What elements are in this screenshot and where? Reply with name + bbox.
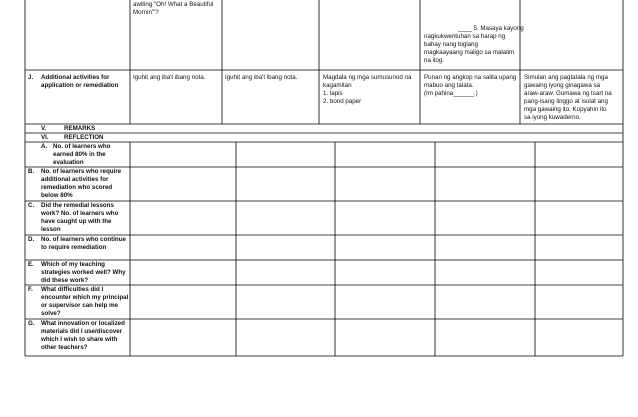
item-c-line3: have caught up with the bbox=[41, 218, 112, 225]
song-question-line2: Mornin'"? bbox=[133, 9, 159, 16]
item-c-line1: Did the remedial lessons bbox=[41, 202, 114, 209]
item-e-line1: Which of my teaching bbox=[41, 261, 105, 268]
day5-activity-line1: Simulan ang pagtatala ng mga bbox=[524, 74, 608, 81]
reflection-heading: REFLECTION bbox=[64, 134, 104, 141]
row-j-letter: J. bbox=[28, 74, 34, 81]
item-a-letter: A. bbox=[41, 143, 48, 150]
day4-activity-line1: Punan ng angkop na salita upang bbox=[424, 74, 517, 81]
item-f-line3: or supervisor can help me bbox=[41, 302, 119, 309]
item-e-line2: strategies worked well? Why bbox=[41, 269, 126, 276]
item-g-line1: What innovation or localized bbox=[41, 320, 125, 327]
item-f-line4: solve? bbox=[41, 310, 61, 317]
item-e-letter: E. bbox=[28, 261, 34, 268]
item-a-line3: evaluation bbox=[53, 159, 84, 166]
item5-line2: nagkukwentuhan sa harap ng bbox=[424, 33, 506, 40]
item-g-line3: which I wish to share with bbox=[41, 336, 118, 343]
day4-activity-line3: (Im pahina______.) bbox=[424, 90, 478, 97]
remarks-number: V. bbox=[41, 125, 47, 132]
day2-activity: Iguhit ang iba't ibang nota. bbox=[225, 74, 298, 81]
day5-activity-line6: sa iyong kuwaderno. bbox=[524, 114, 581, 121]
item5-line4: magkaayaang maligo sa malalim bbox=[424, 49, 515, 56]
reflection-number: VI. bbox=[41, 134, 49, 141]
item-b-line1: No. of learners who require bbox=[41, 168, 122, 175]
item-a-line2: earned 80% in the bbox=[53, 151, 106, 158]
item-f-line2: encounter which my principal bbox=[41, 294, 129, 301]
row-j-label-line2: application or remediation bbox=[41, 82, 119, 89]
item-b-line3: remediation who scored bbox=[41, 184, 113, 191]
day5-activity-line4: pang-isang linggo at isulat ang bbox=[524, 98, 608, 105]
item-c-line4: lesson bbox=[41, 226, 61, 233]
item-g-line2: materials did I use/discover bbox=[41, 328, 123, 335]
item-c-letter: C. bbox=[28, 202, 35, 209]
item-f-line1: What difficulties did I bbox=[41, 286, 104, 293]
item-d-line1: No. of learners who continue bbox=[41, 236, 126, 243]
day3-activity-line4: 2. bond paper bbox=[323, 98, 362, 105]
day4-activity-line2: mabuo ang talata. bbox=[424, 82, 474, 89]
item5-line5: na ilog. bbox=[424, 57, 444, 64]
day3-activity-line3: 1. lapis bbox=[323, 90, 343, 97]
item-b-line2: additional activities for bbox=[41, 176, 109, 183]
item-a-line1: No. of learners who bbox=[53, 143, 111, 150]
item5-line3: bahay nang biglang bbox=[424, 41, 479, 48]
item-b-letter: B. bbox=[28, 168, 35, 175]
remarks-heading: REMARKS bbox=[64, 125, 96, 132]
day1-activity: Iguhit ang iba't ibang nota. bbox=[133, 74, 206, 81]
item-d-letter: D. bbox=[28, 236, 35, 243]
row-j-label-line1: Additional activities for bbox=[41, 74, 110, 81]
item-f-letter: F. bbox=[28, 286, 33, 293]
day3-activity-line1: Magdala ng mga sumusunod na bbox=[323, 74, 412, 81]
song-question-line1: awiting "Oh! What a Beautiful bbox=[133, 1, 214, 8]
item-d-line2: to require remediation bbox=[41, 244, 107, 251]
day3-activity-line2: kagamitan bbox=[323, 82, 352, 89]
item-c-line2: work? No. of learners who bbox=[41, 210, 119, 217]
day5-activity-line3: araw-araw. Gumawa ng tsart na bbox=[524, 90, 612, 97]
item-g-line4: other teachers? bbox=[41, 344, 88, 351]
item-g-letter: G. bbox=[28, 320, 35, 327]
item-b-line4: below 80% bbox=[41, 192, 73, 199]
day5-activity-line2: gawaing iyong ginagawa sa bbox=[524, 82, 601, 89]
day5-activity-line5: mga gawaing ito. Kopyahin ito bbox=[524, 106, 607, 113]
item5-line1: ____ 5. Masaya kayong bbox=[458, 25, 524, 32]
item-e-line3: did these work? bbox=[41, 277, 89, 284]
